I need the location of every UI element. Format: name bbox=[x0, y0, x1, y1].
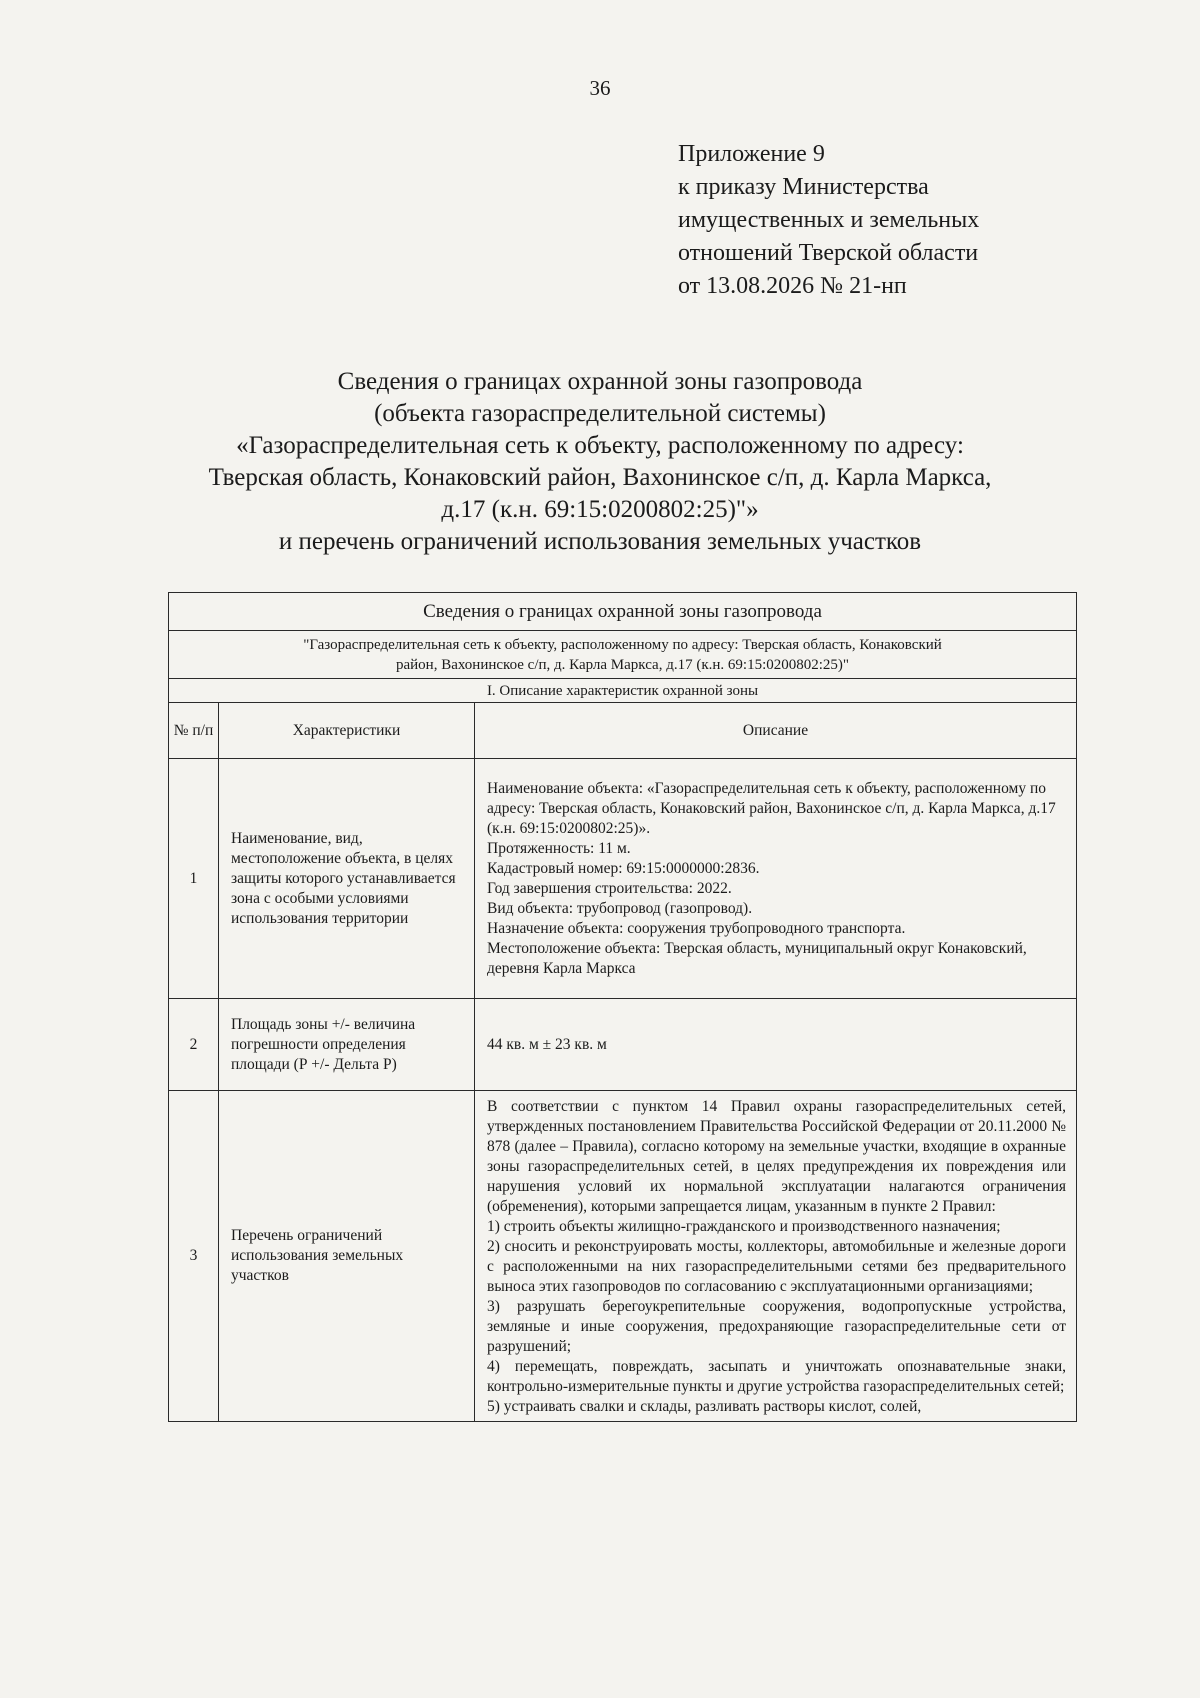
row-description bbox=[475, 999, 1077, 1091]
description-line: Вид объекта: трубопровод (газопровод). bbox=[487, 899, 753, 917]
row-characteristic: Площадь зоны +/- величина погрешности определения площади (Р +/- Дельта Р) bbox=[219, 999, 475, 1091]
description-line: Кадастровый номер: 69:15:0000000:2836. bbox=[487, 859, 760, 877]
description-line: Наименование объекта: «Газораспределительная сеть к объекту, расположенному по адресу: Тверская область, Конаковский район, Вахонинское с/п, д. Карла Маркса, д.17 (к.н. 69:15:0200802:25)». bbox=[487, 779, 1056, 837]
appendix-line: Приложение 9 bbox=[678, 141, 825, 167]
row-description bbox=[475, 1091, 1077, 1422]
row-number: 2 bbox=[169, 999, 219, 1091]
description-line: В соответствии с пунктом 14 Правил охраны газораспределительных сетей, утвержденных постановлением Правительства Российской Федерации от 20.11.2000 № 878 (далее – Правила), согласно которому на земельные участки, входящие в охранные зоны газораспределительных сетей, в целях предупреждения их повреждения или нарушения условий их нормальной эксплуатации налагаются ограничения (обременения), которыми запрещается лицам, указанным в пункте 2 Правил: bbox=[487, 1098, 1067, 1215]
description-line: 5) устраивать свалки и склады, разливать растворы кислот, солей, bbox=[487, 1398, 922, 1415]
row-description bbox=[475, 759, 1077, 999]
table-title: Сведения о границах охранной зоны газопровода bbox=[169, 593, 1077, 631]
description-line: Назначение объекта: сооружения трубопроводного транспорта. bbox=[487, 919, 906, 937]
appendix-block bbox=[678, 138, 979, 303]
table-object-name bbox=[169, 631, 1077, 679]
section-heading: I. Описание характеристик охранной зоны bbox=[169, 679, 1077, 703]
appendix-line: отношений Тверской области bbox=[678, 240, 979, 266]
description-line: Местоположение объекта: Тверская область, муниципальный округ Конаковский, деревня Карла Маркса bbox=[487, 939, 1027, 977]
row-number: 1 bbox=[169, 759, 219, 999]
table-row bbox=[169, 999, 1077, 1091]
title-line: Сведения о границах охранной зоны газопровода bbox=[337, 368, 863, 395]
column-header-characteristics: Характеристики bbox=[219, 703, 475, 759]
title-line: «Газораспределительная сеть к объекту, расположенному по адресу: bbox=[236, 432, 964, 459]
description-line: 1) строить объекты жилищно-гражданского и производственного назначения; bbox=[487, 1218, 1001, 1235]
object-line: район, Вахонинское с/п, д. Карла Маркса, д.17 (к.н. 69:15:0200802:25)" bbox=[396, 656, 850, 673]
row-number: 3 bbox=[169, 1091, 219, 1422]
description-line: 2) сносить и реконструировать мосты, коллекторы, автомобильные и железные дороги с расположенными на них газораспределительными сетями без предварительного выноса этих газопроводов по согласованию с эксплуатационными организациями; bbox=[487, 1238, 1067, 1295]
description-line: Год завершения строительства: 2022. bbox=[487, 879, 732, 897]
title-line: (объекта газораспределительной системы) bbox=[374, 400, 826, 427]
page-number: 36 bbox=[589, 76, 611, 100]
description-line: 4) перемещать, повреждать, засыпать и уничтожать опознавательные знаки, контрольно-измерительные пункты и другие устройства газораспределительных сетей; bbox=[487, 1358, 1067, 1395]
description-line: 44 кв. м ± 23 кв. м bbox=[487, 1035, 607, 1053]
appendix-line: к приказу Министерства bbox=[678, 174, 929, 200]
description-line: Протяженность: 11 м. bbox=[487, 839, 631, 857]
table-row bbox=[169, 759, 1077, 999]
description-line: 3) разрушать берегоукрепительные сооружения, водопропускные устройства, земляные и иные сооружения, предохраняющие газораспределительные сети от разрушений; bbox=[487, 1298, 1067, 1355]
title-line: Тверская область, Конаковский район, Вахонинское с/п, д. Карла Маркса, bbox=[208, 464, 992, 491]
column-header-description: Описание bbox=[475, 703, 1077, 759]
appendix-line: имущественных и земельных bbox=[678, 207, 980, 233]
table-row bbox=[169, 1091, 1077, 1422]
zone-info-table bbox=[168, 592, 1077, 1422]
appendix-line: от 13.08.2026 № 21-нп bbox=[678, 273, 907, 299]
object-line: "Газораспределительная сеть к объекту, расположенному по адресу: Тверская область, Конаковский bbox=[303, 636, 942, 653]
title-line: и перечень ограничений использования земельных участков bbox=[278, 528, 922, 555]
title-line: д.17 (к.н. 69:15:0200802:25)"» bbox=[441, 496, 759, 523]
column-header-num: № п/п bbox=[169, 703, 219, 759]
document-title bbox=[0, 366, 1200, 558]
row-characteristic: Наименование, вид, местоположение объекта, в целях защиты которого устанавливается зона с особыми условиями использования территории bbox=[219, 759, 475, 999]
row-characteristic: Перечень ограничений использования земельных участков bbox=[219, 1091, 475, 1422]
